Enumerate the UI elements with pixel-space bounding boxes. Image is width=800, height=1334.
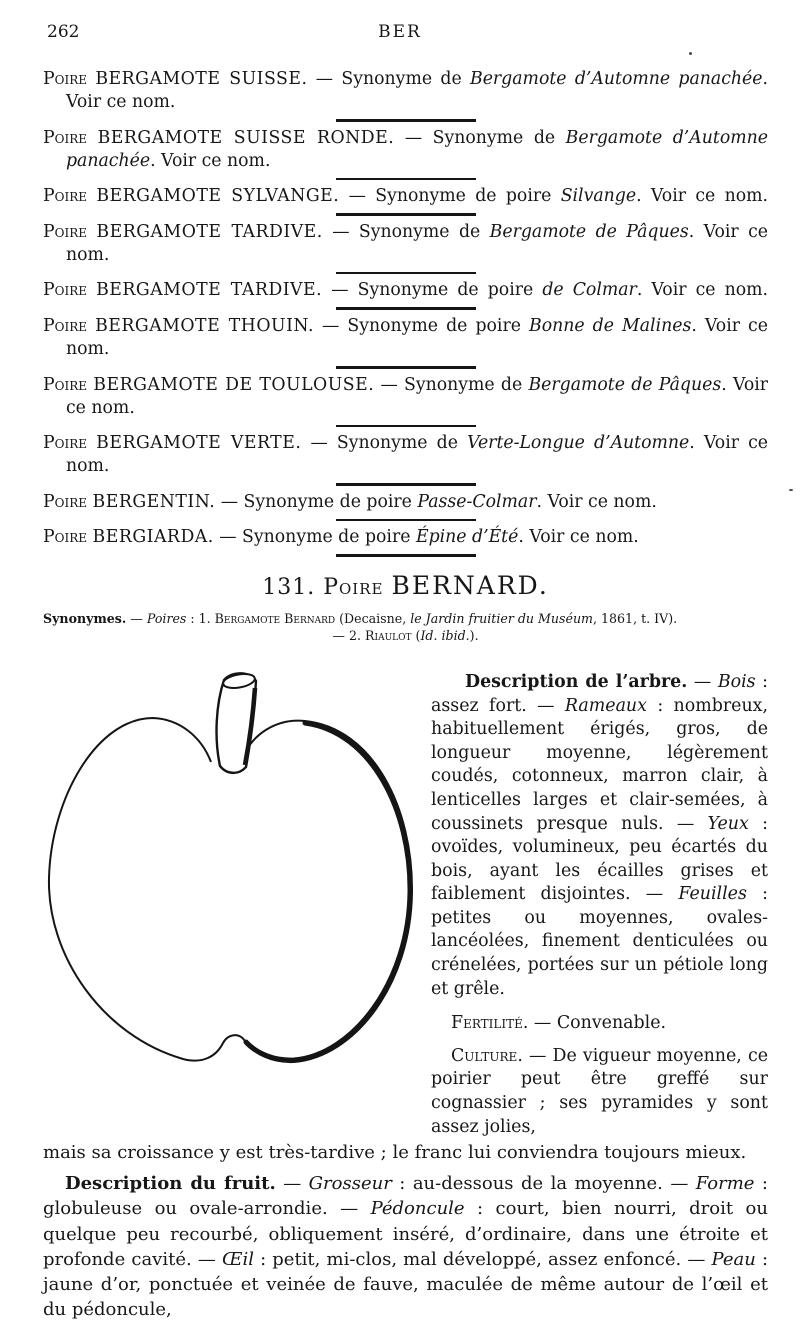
separator-rule: [336, 119, 476, 122]
article-genus-label: Poire: [323, 574, 384, 600]
entry-bergentin: Poire BERGENTIN. — Synonyme de poire Passe-Colmar. Voir ce nom.: [43, 491, 657, 512]
separator-rule: [336, 425, 476, 428]
separator-rule: [336, 519, 476, 522]
figure-and-description: [43, 654, 768, 1139]
running-head: [0, 22, 800, 46]
tree-description-column: [431, 654, 768, 1139]
scan-artifact-dot: [789, 489, 793, 491]
entry-bergamote-tardive-2: Poire BERGAMOTE TARDIVE. — Synonyme de poire de Colmar. Voir ce nom.: [43, 280, 769, 301]
separator-rule: [336, 307, 476, 310]
culture-paragraph: Culture. — De vigueur moyenne, ce poirier peut être greffé sur cognassier ; ses pyramides y sont assez jolies,: [431, 1045, 768, 1137]
separator-rule: [336, 178, 476, 181]
article-name: BERNARD.: [391, 570, 549, 600]
entry-bergamote-suisse-ronde: Poire BERGAMOTE SUISSE RONDE. — Synonyme de Bergamote d’Automne panachée. Voir ce nom.: [43, 127, 768, 171]
pear-outline-icon: [43, 668, 417, 1070]
entry-bergamote-tardive-1: Poire BERGAMOTE TARDIVE. — Synonyme de Bergamote de Pâques. Voir ce nom.: [43, 221, 769, 265]
article-number: 131.: [262, 574, 316, 600]
entry-bergiarda: Poire BERGIARDA. — Synonyme de poire Épine d’Été. Voir ce nom.: [43, 527, 639, 548]
separator-rule: [336, 366, 476, 369]
separator-rule: [336, 483, 476, 486]
synonymes-line-2: — 2. Riaulot (Id. ibid.).: [332, 627, 479, 643]
entry-bergamote-sylvange: Poire BERGAMOTE SYLVANGE. — Synonyme de poire Silvange. Voir ce nom.: [43, 186, 768, 207]
entry-bergamote-verte: Poire BERGAMOTE VERTE. — Synonyme de Verte-Longue d’Automne. Voir ce nom.: [43, 433, 769, 477]
separator-rule: [336, 213, 476, 216]
text-block: [43, 68, 768, 1322]
synonymes-line-1: Synonymes. — Poires : 1. Bergamote Bernard (Decaisne, le Jardin fruitier du Muséum, 1861, t. IV).: [43, 610, 678, 626]
pear-figure: [43, 654, 431, 1139]
description-arbre-paragraph: Description de l’arbre. — Bois : assez fort. — Rameaux : nombreux, habituellement érigés, gros, de longueur moyenne, légèrement coudés, cotonneux, marron clair, à lenticelles larges et clair-semées, à coussinets presque nuls. — Yeux : ovoïdes, volumineux, peu écartés du bois, ayant les écailles grises et faiblement disjointes. — Feuilles : petites ou moyennes, ovales-lancéolées, finement denticulées ou crénelées, portées sur un pétiole long et grêle.: [431, 671, 769, 999]
fertilite-paragraph: Fertilité. — Convenable.: [451, 1013, 667, 1034]
description-fruit-paragraph: Description du fruit. — Grosseur : au-dessous de la moyenne. — Forme : globuleuse ou ovale-arrondie. — Pédoncule : court, bien nourri, droit ou quelque peu recourbé, obliquement inséré, d’ordinaire, dans une étroite et profonde cavité. — Œil : petit, mi-clos, mal développé, assez enfoncé. — Peau : jaune d’or, ponctuée et veinée de fauve, maculée de même autour de l’œil et du pédoncule,: [43, 1173, 769, 1321]
entry-bergamote-de-toulouse: Poire BERGAMOTE DE TOULOUSE. — Synonyme de Bergamote de Pâques. Voir ce nom.: [43, 374, 769, 418]
separator-rule: [336, 554, 476, 557]
article-heading: [43, 571, 768, 600]
entry-bergamote-suisse: Poire BERGAMOTE SUISSE. — Synonyme de Bergamote d’Automne panachée. Voir ce nom.: [43, 69, 768, 112]
entry-bergamote-thouin: Poire BERGAMOTE THOUIN. — Synonyme de poire Bonne de Malines. Voir ce nom.: [43, 315, 768, 359]
page-number: 262: [47, 22, 80, 42]
running-title: BER: [378, 22, 422, 42]
culture-continuation-line: mais sa croissance y est très-tardive ; le franc lui conviendra toujours mieux.: [43, 1142, 747, 1164]
separator-rule: [336, 272, 476, 275]
scan-artifact-dot: [689, 52, 692, 55]
